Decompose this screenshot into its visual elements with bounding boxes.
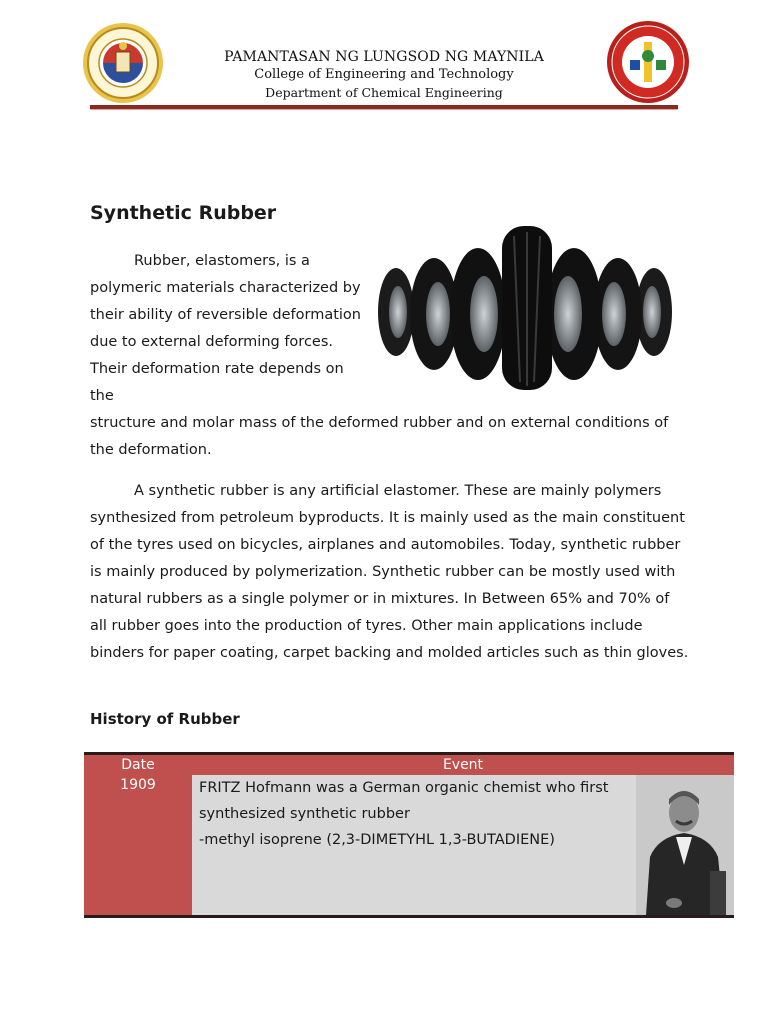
paragraph-intro xyxy=(90,248,362,410)
paragraph-intro-continued: structure and molar mass of the deformed rubber and on external conditions of the deformation. xyxy=(90,415,669,458)
university-name: PAMANTASAN NG LUNGSOD NG MAYNILA xyxy=(224,49,544,65)
column-header-date: Date xyxy=(121,757,155,773)
college-name: College of Engineering and Technology xyxy=(254,67,514,82)
header-text-block xyxy=(182,48,586,102)
university-seal-icon xyxy=(82,22,164,104)
page-title: Synthetic Rubber xyxy=(90,202,277,224)
portrait-photo xyxy=(636,775,734,915)
history-heading: History of Rubber xyxy=(90,710,240,728)
paragraph-intro-text: Rubber, elastomers, is a polymeric materials characterized by their ability of reversible deformation due to external deforming forces. Their deformation rate depends on the xyxy=(90,253,361,404)
table-cell-date: 1909 xyxy=(84,775,192,915)
department-name: Department of Chemical Engineering xyxy=(265,85,503,100)
event-description xyxy=(199,775,639,853)
column-header-event: Event xyxy=(442,757,484,773)
header-rule xyxy=(90,105,678,110)
tires-image xyxy=(372,222,678,396)
event-line: FRITZ Hofmann was a German organic chemist who first synthesized synthetic rubber xyxy=(199,780,609,822)
document-header xyxy=(82,18,688,114)
event-line: -methyl isoprene (2,3-DIMETYHL 1,3-BUTADIENE) xyxy=(199,832,555,848)
table-bottom-border xyxy=(84,915,734,918)
paragraph-synthetic xyxy=(90,478,690,667)
paragraph-synthetic-text: A synthetic rubber is any artificial elastomer. These are mainly polymers synthesized from petroleum byproducts. It is mainly used as the main constituent of the tyres used on bicycles, airplanes and automobiles. Today, synthetic rubber is mainly produced by polymerization. Synthetic rubber can be mostly used with natural rubbers as a single polymer or in mixtures. In Between 65% and 70% of all rubber goes into the production of tyres. Other main applications include binders for paper coating, carpet backing and molded articles such as thin gloves. xyxy=(90,483,689,661)
table-header-row xyxy=(84,755,734,775)
table-cell-event xyxy=(192,775,734,915)
history-table xyxy=(84,752,734,918)
college-seal-icon xyxy=(606,20,690,104)
